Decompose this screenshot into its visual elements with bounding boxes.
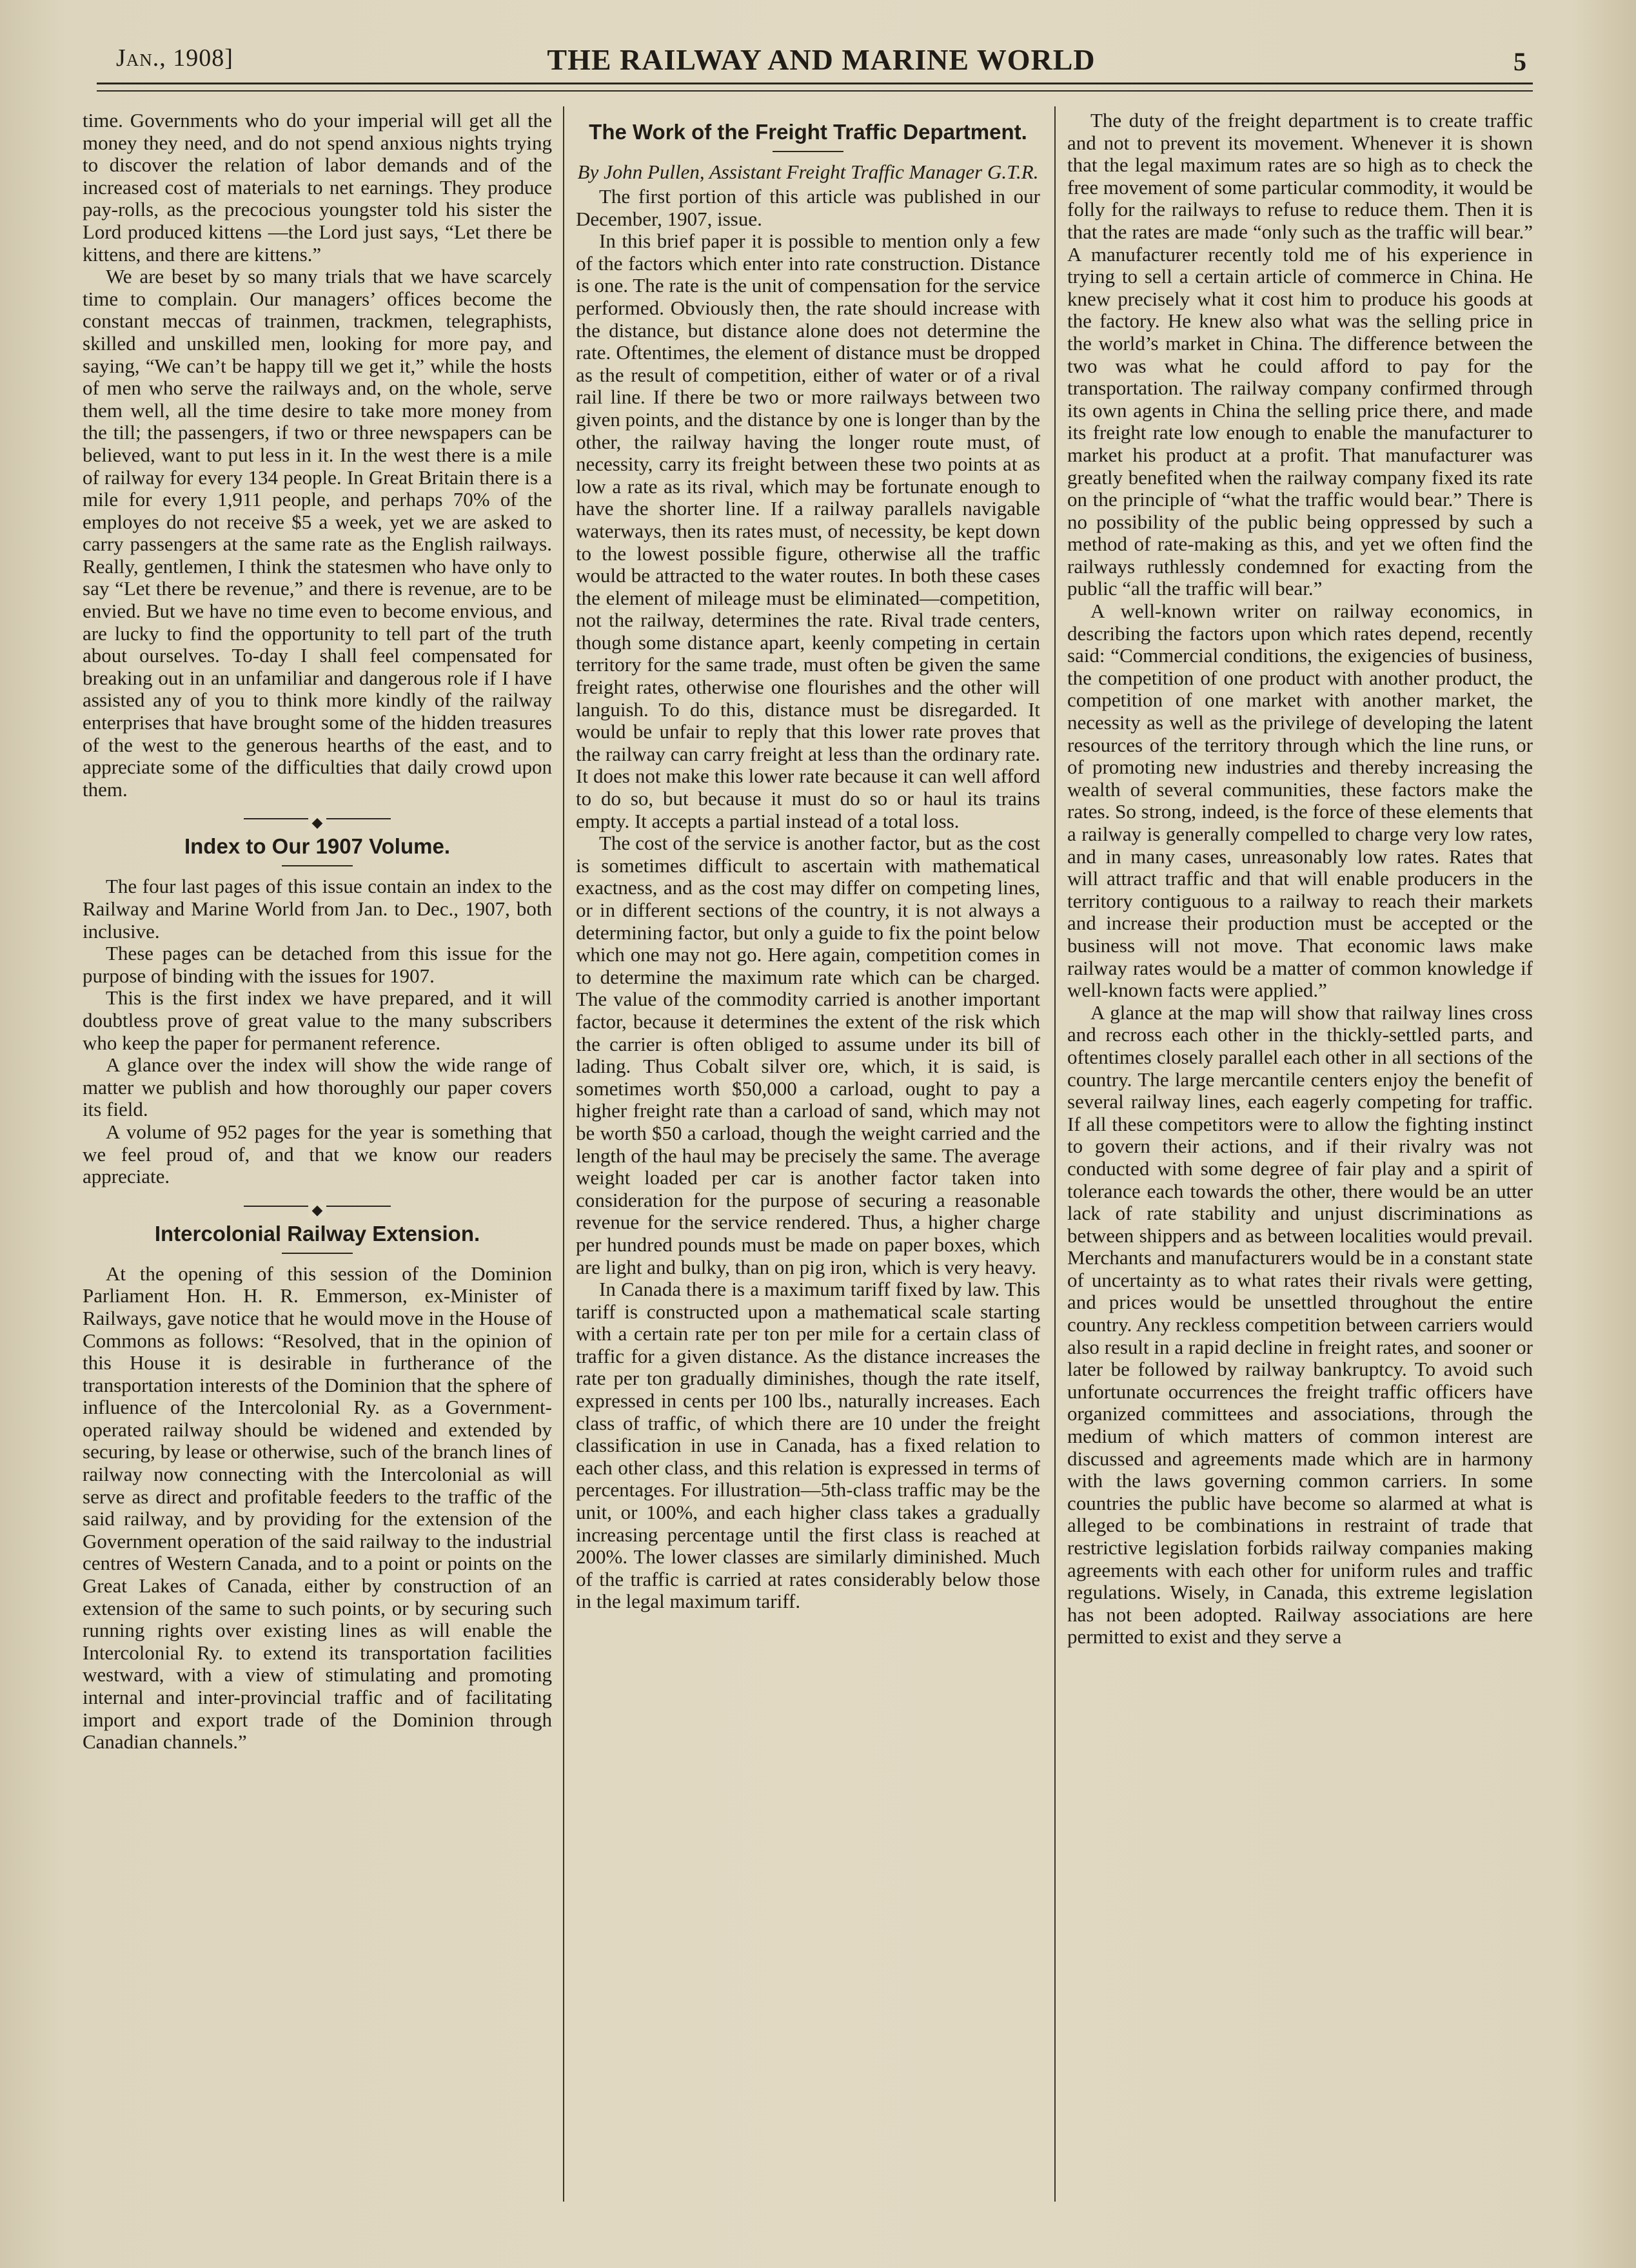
paragraph: These pages can be detached from this issue for the purpose of binding with the issues for 1907.: [83, 942, 552, 987]
column-3: [1067, 110, 1533, 1648]
index-heading: Index to Our 1907 Volume.: [184, 834, 450, 859]
paragraph: A glance at the map will show that railway lines cross and recross each other in the thickly-settled parts, and oftentimes closely parallel each other in all sections of the country. The large mercantile centers enjoy the benefit of several railway lines, each eagerly competing for traffic. If all these competitors were to allow the fighting instinct to govern their actions, and if their rivalry was not conducted with some degree of fair play and a spirit of tolerance each towards the other, there would be an utter lack of rate stability and unjust discriminations as between shippers and as between localities would prevail. Merchants and manufacturers would be in a constant state of uncertainty as to what rates their rivals were getting, and prices would be unsettled throughout the entire country. Any reckless competition between carriers would also result in a rapid decline in freight rates, and sooner or later be followed by railway bankruptcy. To avoid such unfortunate occurrences the freight traffic officers have organized committees and associations, through the medium of which matters of common interest are discussed and agreements made which are in harmony with the laws governing common carriers. In some countries the public have become so alarmed at what is alleged to be combinations in restraint of trade that restrictive legislation forbids railway companies making agreements with each other for uniform rules and traffic regulations. Wisely, in Canada, this extreme legislation has not been adopted. Railway associations are here permitted to exist and they serve a: [1067, 1001, 1533, 1648]
paragraph: The duty of the freight department is to create traffic and not to prevent its movement. Whenever it is shown that the legal maximum rates are so high as to check the free movement of some particular commodity, it would be folly for the railways to refuse to reduce them. Then it is that the rates are made “only such as the traffic will bear.” A manufacturer recently told me of his experience in trying to sell a certain article of commerce in China. He knew precisely what it cost him to produce his goods at the factory. He knew also what was the selling price in the world’s market in China. The difference between the two was what he could afford to pay for the transportation. The railway company confirmed through its own agents in China the selling price there, and made its freight rate low enough to enable the manufacturer to market his product at a profit. That manufacturer was greatly benefited when the railway company fixed its rate on the principle of “what the traffic would bear.” There is no possibility of the public being oppressed by such a method of rate-making as this, and yet we often find the railways ruthlessly condemned for exacting from the public “all the traffic will bear.”: [1067, 109, 1533, 600]
paragraph: This is the first index we have prepared, and it will doubtless prove of great value to the many subscribers who keep the paper for permanent reference.: [83, 986, 552, 1054]
heading-rule: [282, 865, 353, 866]
section-ornament: ◆: [83, 810, 552, 828]
heading-rule: [773, 151, 843, 152]
column-1: [83, 110, 552, 1754]
running-header: [116, 40, 1526, 79]
byline: By John Pullen, Assistant Freight Traffic Manager G.T.R.: [577, 161, 1039, 183]
paragraph: A volume of 952 pages for the year is something that we feel proud of, and that we know our readers appreciate.: [83, 1120, 552, 1188]
paragraph: A glance over the index will show the wide range of matter we publish and how thoroughly our paper covers its field.: [83, 1053, 552, 1121]
paragraph: In this brief paper it is possible to mention only a few of the factors which enter into rate construction. Distance is one. The rate is the unit of compensation for the service performed. Obviously then, the rate should increase with the distance, but distance alone does not determine the rate. Oftentimes, the element of distance must be dropped as the result of competition, either of water or of a rival rail line. If there be two or more railways between two given points, and the distance by one is longer than by the other, the railway having the longer route must, of necessity, carry its freight between these two points at as low a rate as its rival, which may be fortunate enough to have the shorter line. If a railway parallels navigable waterways, then its rates must, of necessity, be kept down to the lowest possible figure, otherwise all the traffic would be attracted to the water routes. In both these cases the element of mileage must be eliminated—competition, not the railway, determines the rate. Rival trade centers, though some distance apart, keenly competing in certain territory for the same trade, must often be given the same freight rates, otherwise one flourishes and the other will languish. To do this, distance must be disregarded. It would be unfair to reply that this lower rate proves that the railway can carry freight at less than the ordinary rate. It does not make this lower rate because it can well afford to do so, but because it must do so or haul its trains empty. It accepts a partial instead of a total loss.: [576, 230, 1040, 832]
header-rule: [97, 83, 1533, 84]
column-2: [576, 110, 1040, 1613]
paragraph: time. Governments who do your imperial will get all the money they need, and do not spend anxious nights trying to discover the relation of labor demands and of the increased cost of materials to net earnings. They produce pay-rolls, as the precocious youngster told his sister the Lord produced kittens —the Lord just says, “Let there be kittens, and there are kittens.”: [83, 109, 552, 266]
paragraph: The cost of the service is another factor, but as the cost is sometimes difficult to ascertain with mathematical exactness, and as the cost may differ on competing lines, or in different sections of the country, it is not always a determining factor, but only a guide to fix the point below which one may not go. Here again, competition comes in to determine the maximum rate which can be charged. The value of the commodity carried is another important factor, because it determines the extent of the risk which the carrier is often obliged to assume under its bill of lading. Thus Cobalt silver ore, which, it is said, is sometimes worth $50,000 a carload, ought to pay a higher freight rate than a carload of sand, which may not be worth $50 a carload, though the weight carried and the length of the haul may be precisely the same. The average weight loaded per car is another factor taken into consideration for the purpose of securing a reasonable revenue for the service rendered. Thus, a higher charge per hundred pounds must be made on paper boxes, which are light and bulky, than on pig iron, which is very heavy.: [576, 832, 1040, 1278]
article-heading: The Work of the Freight Traffic Department.: [589, 120, 1027, 144]
paragraph: In Canada there is a maximum tariff fixed by law. This tariff is constructed upon a mathematical scale starting with a certain rate per ton per mile for a certain class of traffic for a given distance. As the distance increases the rate per ton gradually diminishes, though the rate itself, expressed in cents per 100 lbs., naturally increases. Each class of traffic, of which there are 10 under the freight classification in use in Canada, has a fixed relation to each other class, and this relation is expressed in terms of percentages. For illustration—5th-class traffic may be the unit, or 100%, and each higher class takes a gradually increasing percentage until the first class is reached at 200%. The lower classes are similarly diminished. Much of the traffic is carried at rates considerably below those in the legal maximum tariff.: [576, 1278, 1040, 1613]
paragraph: At the opening of this session of the Dominion Parliament Hon. H. R. Emmerson, ex-Minister of Railways, gave notice that he would move in the House of Commons as follows: “Resolved, that in the opinion of this House it is desirable in furtherance of the transportation interests of the Dominion that the sphere of influence of the Intercolonial Ry. as a Government-operated railway should be widened and extended by securing, by lease or otherwise, such of the branch lines of railway now connecting with the Intercolonial as will serve as direct and profitable feeders to the traffic of the said railway, and by providing for the extension of the Government operation of the said railway to the industrial centres of Western Canada, and to a point or points on the Great Lakes of Canada, either by construction of an extension of the same to such points, or by securing such running rights over existing lines as will enable the Intercolonial Ry. to extend its transportation facilities westward, with a view of stimulating and promoting internal and inter-provincial traffic and of facilitating import and export trade of the Dominion through Canadian channels.”: [83, 1262, 552, 1754]
paragraph: A well-known writer on railway economics, in describing the factors upon which rates depend, recently said: “Commercial conditions, the exigencies of business, the competition of one product with another product, the competition of one market with another market, the necessity as well as the privilege of developing the latent resources of the territory through which the line runs, or of promoting new industries and thereby increasing the wealth of several communities, these factors make the rates. So strong, indeed, is the force of these elements that a railway is generally compelled to charge very low rates, and in many cases, unreasonably low rates. Rates that will attract traffic and that will enable producers in the territory contiguous to a railway to reach their markets and increase their production must be accepted or the business will not move. That economic laws make railway rates would be a matter of common knowledge if well-known facts were applied.”: [1067, 600, 1533, 1002]
paragraph: We are beset by so many trials that we have scarcely time to complain. Our managers’ offices become the constant meccas of trainmen, trackmen, telegraphists, skilled and unskilled men, looking for more pay, and saying, “We can’t be happy till we get it,” while the hosts of men who serve the railways and, on the whole, serve them well, all the time desire to take more money from the till; the passengers, if two or three newspapers can be believed, want to put less in it. In the west there is a mile of railway for every 134 people. In Great Britain there is a mile for every 1,911 people, and perhaps 70% of the employes do not receive $5 a week, yet we are asked to carry passengers at the same rate as the English railways. Really, gentlemen, I think the statesmen who have only to say “Let there be revenue,” and there is revenue, are to be envied. But we have no time even to become envious, and are lucky to find the opportunity to tell part of the truth about ourselves. To-day I shall feel compensated for breaking out in an unfamiliar and dangerous role if I have assisted any of you to think more kindly of the railway enterprises that have brought some of the hidden treasures of the west to the generous hearths of the east, and to appreciate some of the difficulties that daily crowd upon them.: [83, 265, 552, 801]
publication-title: THE RAILWAY AND MARINE WORLD: [547, 43, 1096, 76]
page-number: 5: [1513, 47, 1526, 76]
heading-rule: [282, 1253, 353, 1254]
paragraph: The four last pages of this issue contain an index to the Railway and Marine World from Jan. to Dec., 1907, both inclusive.: [83, 875, 552, 943]
issue-date: Jan., 1908]: [116, 44, 233, 72]
paragraph: The first portion of this article was published in our December, 1907, issue.: [576, 185, 1040, 230]
column-divider: [563, 106, 564, 2202]
column-divider: [1054, 106, 1056, 2202]
extension-heading: Intercolonial Railway Extension.: [154, 1221, 480, 1246]
section-ornament: ◆: [83, 1197, 552, 1215]
header-rule-thin: [97, 90, 1533, 92]
